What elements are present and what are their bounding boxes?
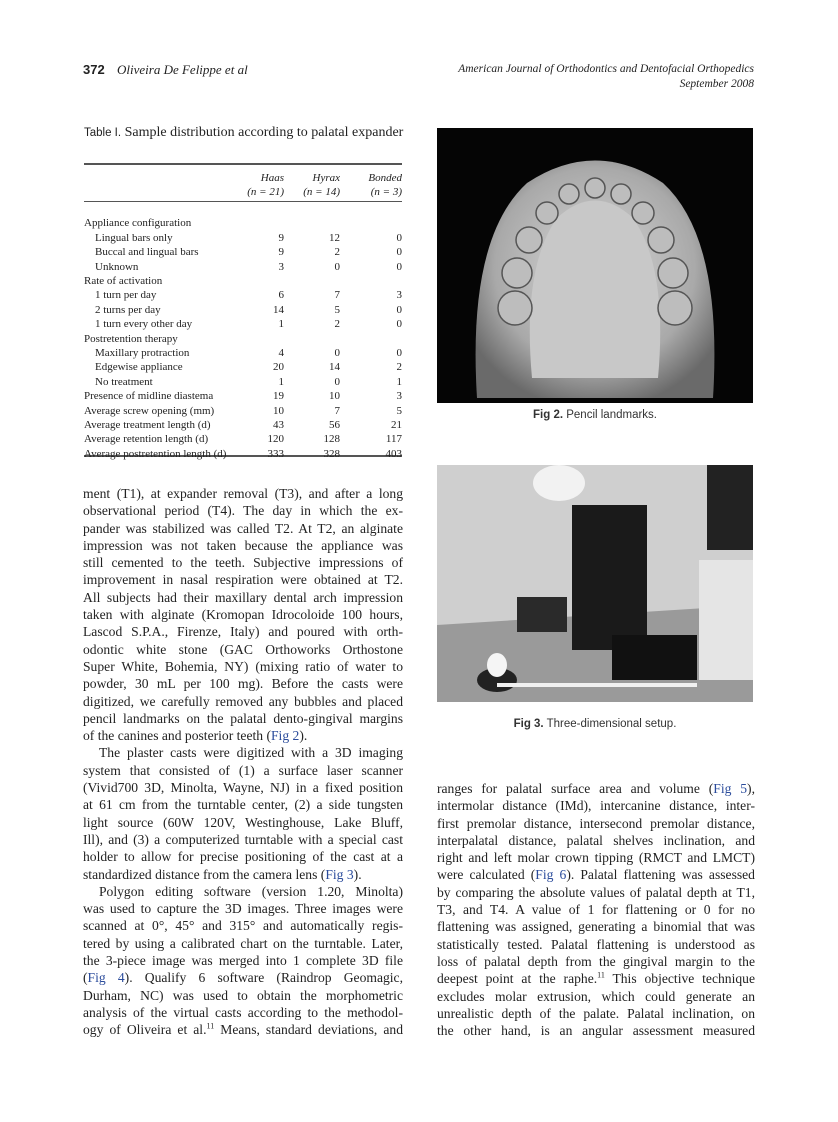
text-line: T3, and T4. A value of 1 for flattening or 0 for no <box>437 902 755 918</box>
cell-value: 0 <box>334 347 340 360</box>
text-line: tered by using a calibrated chart on the turntable. Later, <box>83 935 403 951</box>
cell-value: 10 <box>329 390 340 403</box>
cell-value: 4 <box>278 347 284 360</box>
table-row <box>84 346 402 360</box>
cell-value: 0 <box>396 303 402 316</box>
cell-value: 9 <box>278 231 284 244</box>
text-line: Polygon editing software (version 1.20, Minolta) <box>99 883 403 899</box>
text-line: of the canines and posterior teeth (Fig 2). <box>83 728 308 744</box>
text-line: pencil landmarks on the palatal dento-gingival margins <box>83 710 403 726</box>
col-haas: Haas (n = 21) <box>247 172 284 198</box>
row-label: Postretention therapy <box>84 332 178 345</box>
cell-value: 12 <box>329 231 340 244</box>
text-line: statistically tested. Palatal flattening is understood as <box>437 936 755 952</box>
text-line: interpalatal distance, palatal shelves inclination, and <box>437 832 755 848</box>
table-row <box>84 216 402 230</box>
cell-value: 403 <box>385 447 402 460</box>
table-row <box>84 231 402 245</box>
text-line: odontic white stone (GAC Orthoworks Orthostone <box>83 641 403 657</box>
figure-label: Fig 2. <box>533 409 564 421</box>
table-top-rule <box>84 163 402 165</box>
cell-value: 1 <box>278 318 284 331</box>
row-label: Average retention length (d) <box>84 433 209 446</box>
text-line: was used to capture the 3D images. Three images were <box>83 901 403 917</box>
journal-title: American Journal of Orthodontics and Dentofacial Orthopedics <box>458 63 754 75</box>
row-label: 2 turns per day <box>95 303 161 316</box>
text-line: observational period (T4). The day in which the ex- <box>83 503 403 519</box>
row-label: Appliance configuration <box>84 217 192 230</box>
row-label: Average treatment length (d) <box>84 419 211 432</box>
text-line: flattening was assigned, generating a binomial that was <box>437 919 755 935</box>
cell-value <box>244 274 284 288</box>
text-line: Lascod S.P.A., Firenze, Italy) and poured with orth- <box>83 624 403 640</box>
figure-caption-text: Three-dimensional setup. <box>546 718 677 730</box>
cell-value <box>340 332 402 346</box>
cell-value <box>284 274 340 288</box>
figure-3-image <box>437 465 753 702</box>
cell-value: 120 <box>267 433 284 446</box>
cell-value: 328 <box>323 447 340 460</box>
citation-superscript: 11 <box>206 1021 215 1031</box>
row-label: Presence of midline diastema <box>84 390 214 403</box>
figure-reference-link[interactable]: Fig 3 <box>325 866 354 882</box>
table-row <box>84 260 402 274</box>
text-line: right and left molar crown tipping (RMCT and LMCT) <box>437 850 755 866</box>
table-header-row <box>84 168 402 202</box>
cell-value: 7 <box>334 289 340 302</box>
table-row <box>84 245 402 259</box>
text-line: impression was not taken because the appliance was <box>83 537 403 553</box>
row-label: Buccal and lingual bars <box>95 246 199 259</box>
table-row <box>84 288 402 302</box>
text-line: ranges for palatal surface area and volume (Fig 5), <box>437 781 755 796</box>
text-line: intermolar distance (IMd), intercanine distance, inter- <box>437 798 755 814</box>
body-text-left-column <box>83 485 403 1039</box>
text-line: standardized distance from the camera lens (Fig 3). <box>83 866 362 882</box>
text-line: digitized, we carefully removed any bubbles and placed <box>83 693 403 709</box>
col-hyrax: Hyrax (n = 14) <box>303 172 340 198</box>
cell-value: 10 <box>273 404 284 417</box>
row-label: Unknown <box>95 260 139 273</box>
figure-reference-link[interactable]: Fig 6 <box>535 867 567 883</box>
col-bonded: Bonded (n = 3) <box>368 172 402 198</box>
text-line: The plaster casts were digitized with a 3D imaging <box>99 745 403 761</box>
text-line: Super White, Bohemia, NY) (mixing ratio of water to <box>83 658 403 674</box>
cell-value: 0 <box>396 231 402 244</box>
cell-value: 0 <box>396 260 402 273</box>
cell-value: 128 <box>323 433 340 446</box>
table-caption <box>84 124 404 142</box>
table-row <box>84 360 402 374</box>
cell-value <box>284 216 340 230</box>
cell-value: 7 <box>334 404 340 417</box>
cell-value: 14 <box>273 303 284 316</box>
text-line: at 61 cm from the turntable center, (2) a side tungsten <box>83 797 403 813</box>
text-line: were calculated (Fig 6). Palatal flattening was assessed <box>437 867 755 883</box>
table-row <box>84 418 402 432</box>
text-line: excludes molar extrusion, which could generate an <box>437 988 755 1004</box>
row-label: No treatment <box>95 375 153 388</box>
cell-value: 3 <box>396 390 402 403</box>
cell-value <box>244 216 284 230</box>
figure-reference-link[interactable]: Fig 4 <box>87 970 125 986</box>
cell-value: 19 <box>273 390 284 403</box>
cell-value: 14 <box>329 361 340 374</box>
table-caption-text: Sample distribution according to palatal expander <box>124 125 404 140</box>
table-row <box>84 447 402 461</box>
cell-value: 333 <box>267 447 284 460</box>
cell-value: 1 <box>396 375 402 388</box>
running-authors: Oliveira De Felippe et al <box>117 62 248 77</box>
text-line: improvement in nasal respiration were obtained at T2. <box>83 572 403 588</box>
table-label: Table I. <box>84 127 122 139</box>
body-text-right-column <box>437 780 755 1039</box>
cell-value: 0 <box>396 246 402 259</box>
cell-value: 2 <box>334 318 340 331</box>
scanner-setup-photo <box>437 465 753 702</box>
figure-2-image <box>437 128 753 403</box>
cell-value: 6 <box>278 289 284 302</box>
row-label: 1 turn every other day <box>95 318 193 331</box>
cell-value: 0 <box>396 318 402 331</box>
table-row <box>84 303 402 317</box>
figure-reference-link[interactable]: Fig 2 <box>270 728 300 744</box>
citation-superscript: 11 <box>597 970 605 980</box>
cell-value: 3 <box>396 289 402 302</box>
figure-reference-link[interactable]: Fig 5 <box>713 781 748 796</box>
text-line: ment (T1), at expander removal (T3), and after a long <box>83 486 403 501</box>
running-journal <box>458 62 754 92</box>
text-line: still cemented to the teeth. Subjective impressions of <box>83 555 403 571</box>
cell-value: 117 <box>385 433 402 446</box>
cell-value: 1 <box>278 375 284 388</box>
text-line: first premolar distance, intersecond premolar distance, <box>437 815 755 831</box>
text-line: Ill), and (3) a computerized turntable with a special cast <box>83 831 403 847</box>
text-line: system that consisted of (1) a surface laser scanner <box>83 762 403 778</box>
text-line: (Fig 4). Qualify 6 software (Raindrop Geomagic, <box>83 970 403 986</box>
cell-value: 5 <box>396 404 402 417</box>
text-line: taken with alginate (Kromopan Idrocoloide 100 hours, <box>83 607 403 623</box>
text-line: light source (60W 120V, Westinghouse, Lake Bluff, <box>83 814 403 830</box>
table-row <box>84 389 402 403</box>
figure-2-caption <box>437 409 753 421</box>
cell-value <box>244 332 284 346</box>
figure-label: Fig 3. <box>513 718 544 730</box>
row-label: Lingual bars only <box>95 231 173 244</box>
table-row <box>84 317 402 331</box>
text-line: pander was stabilized was called T2. At T2, an alginate <box>83 520 403 536</box>
cell-value: 0 <box>334 260 340 273</box>
cell-value <box>284 332 340 346</box>
cell-value: 2 <box>334 246 340 259</box>
sample-distribution-table <box>84 168 402 461</box>
text-line: powder, 30 mL per 100 mg). Before the casts were <box>83 676 403 692</box>
text-line: All subjects had their maxillary dental arch impression <box>83 589 403 605</box>
table-row <box>84 432 402 446</box>
figure-3-caption <box>437 718 753 730</box>
row-label: Edgewise appliance <box>95 361 183 374</box>
cell-value: 43 <box>273 419 284 432</box>
cell-value: 5 <box>334 303 340 316</box>
cell-value: 0 <box>334 375 340 388</box>
page-number: 372 <box>83 62 105 77</box>
cell-value: 21 <box>391 419 402 432</box>
text-line: by comparing the absolute values of palatal depth at T1, <box>437 884 755 900</box>
row-label: Average screw opening (mm) <box>84 404 215 417</box>
cell-value <box>340 216 402 230</box>
row-label: Maxillary protraction <box>95 347 190 360</box>
text-line: the other hand, is an angular assessment measured <box>437 1023 755 1039</box>
figure-caption-text: Pencil landmarks. <box>566 409 657 421</box>
text-line: deepest point at the raphe.$^{11}$ This objective technique <box>437 970 755 987</box>
text-line: analysis of the virtual casts according to the methodol- <box>83 1004 403 1020</box>
cell-value: 56 <box>329 419 340 432</box>
table-row <box>84 274 402 288</box>
text-line: loss of palatal depth from the gingival margin to the <box>437 953 755 969</box>
cell-value: 9 <box>278 246 284 259</box>
table-row <box>84 332 402 346</box>
row-label: Average postretention length (d) <box>84 447 227 460</box>
cell-value: 2 <box>396 361 402 374</box>
cell-value: 3 <box>278 260 284 273</box>
cell-value: 0 <box>396 347 402 360</box>
table-row <box>84 375 402 389</box>
text-line: unrealistic depth of the palate. Palatal inclination, on <box>437 1005 755 1021</box>
text-line: (Vivid700 3D, Minolta, Wayne, NJ) in a fixed position <box>83 780 403 796</box>
cell-value <box>340 274 402 288</box>
text-line: Durham, NC) was used to obtain the morphometric <box>83 987 403 1003</box>
dental-cast-photo <box>437 128 753 403</box>
text-line: ogy of Oliveira et al.$^{11}$ Means, standard deviations, and <box>83 1021 403 1038</box>
row-label: 1 turn per day <box>95 289 157 302</box>
text-line: holder to allow for precise positioning of the cast at a <box>83 849 403 865</box>
row-label: Rate of activation <box>84 275 163 288</box>
text-line: the 3-piece image was merged into 1 complete 3D file <box>83 953 403 969</box>
text-line: scanned at 0°, 45° and 315° and automatically regis- <box>83 918 403 934</box>
cell-value: 20 <box>273 361 284 374</box>
issue-date: September 2008 <box>679 78 754 90</box>
table-row <box>84 404 402 418</box>
